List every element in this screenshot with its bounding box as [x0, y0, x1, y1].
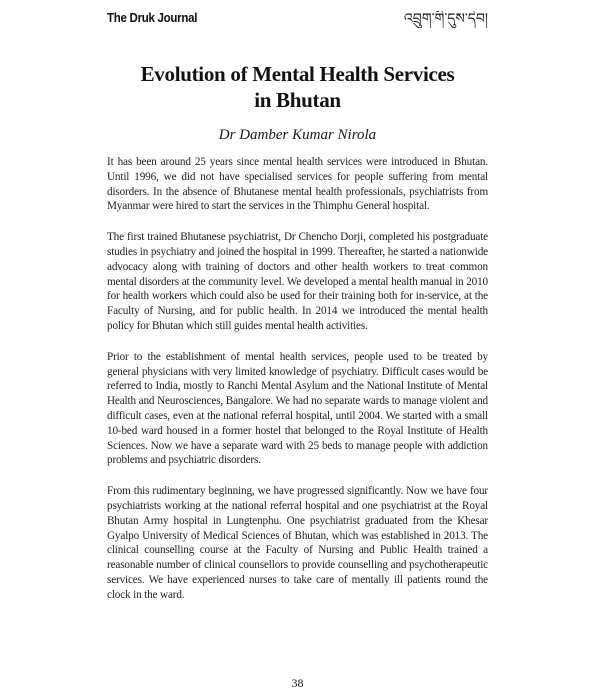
paragraph-prior-establishment: Prior to the establishment of mental health services, people used to be treated by general physicians with very limited knowledge of psychiatry. Difficult cases would be referred to India, mostly to Ranchi Mental Asylum and the National Institute of Mental Health and Neurosciences, Bangalore. We had no separate wards to manage violent and difficult cases, even at the national referral hospital, until 2004. We started with a small 10-bed ward housed in a former hostel that belonged to the Royal Institute of Health Sciences. Now we have a separate ward with 25 beds to manage people with addiction problems and psychiatric disorders. [107, 350, 488, 467]
page-footer [107, 674, 488, 692]
page-number: 38 [291, 676, 304, 690]
article-author: Dr Damber Kumar Nirola [218, 127, 377, 143]
page-header [107, 11, 488, 28]
article-title [107, 61, 488, 113]
article-title-line1: Evolution of Mental Health Services [140, 62, 455, 86]
journal-name: The Druk Journal [107, 11, 198, 25]
paragraph-first-psychiatrist: The first trained Bhutanese psychiatrist, Dr Chencho Dorji, completed his postgraduate studies in psychiatry and joined the hospital in 1999. Thereafter, he started a nationwide advocacy along with training of doctors and other health workers to treat common mental disorders at the community level. We developed a mental health manual in 2010 for health workers which could also be used for their training both for in-service, at the Faculty of Nursing, and for public health. In 2014 we introduced the mental health policy for Bhutan which still guides mental health activities. [107, 231, 488, 332]
paragraph-progress: From this rudimentary beginning, we have progressed significantly. Now we have four psychiatrists working at the national referral hospital and one psychiatrist at the Royal Bhutan Army hospital in Lungtenphu. One psychiatrist graduated from the Khesar Gyalpo University of Medical Sciences of Bhutan, which was established in 2013. The clinical counselling course at the Faculty of Nursing and Public Health trained a reasonable number of clinical counsellors to provide counselling and psychotherapeutic services. We have experienced nurses to take care of mentally ill patients round the clock in the ward. [107, 485, 488, 601]
article-body [107, 155, 488, 619]
article-title-line2: in Bhutan [254, 88, 341, 112]
paragraph-intro: It has been around 25 years since mental health services were introduced in Bhutan. Until 1996, we did not have specialised services for people suffering from mental disorders. In the absence of Bhutanese mental health professionals, psychiatrists from Myanmar were hired to start the services in the Thimphu General hospital. [107, 156, 488, 213]
journal-name-dzongkha: འབྲུག་གི་དུས་དེབ། [403, 11, 488, 27]
